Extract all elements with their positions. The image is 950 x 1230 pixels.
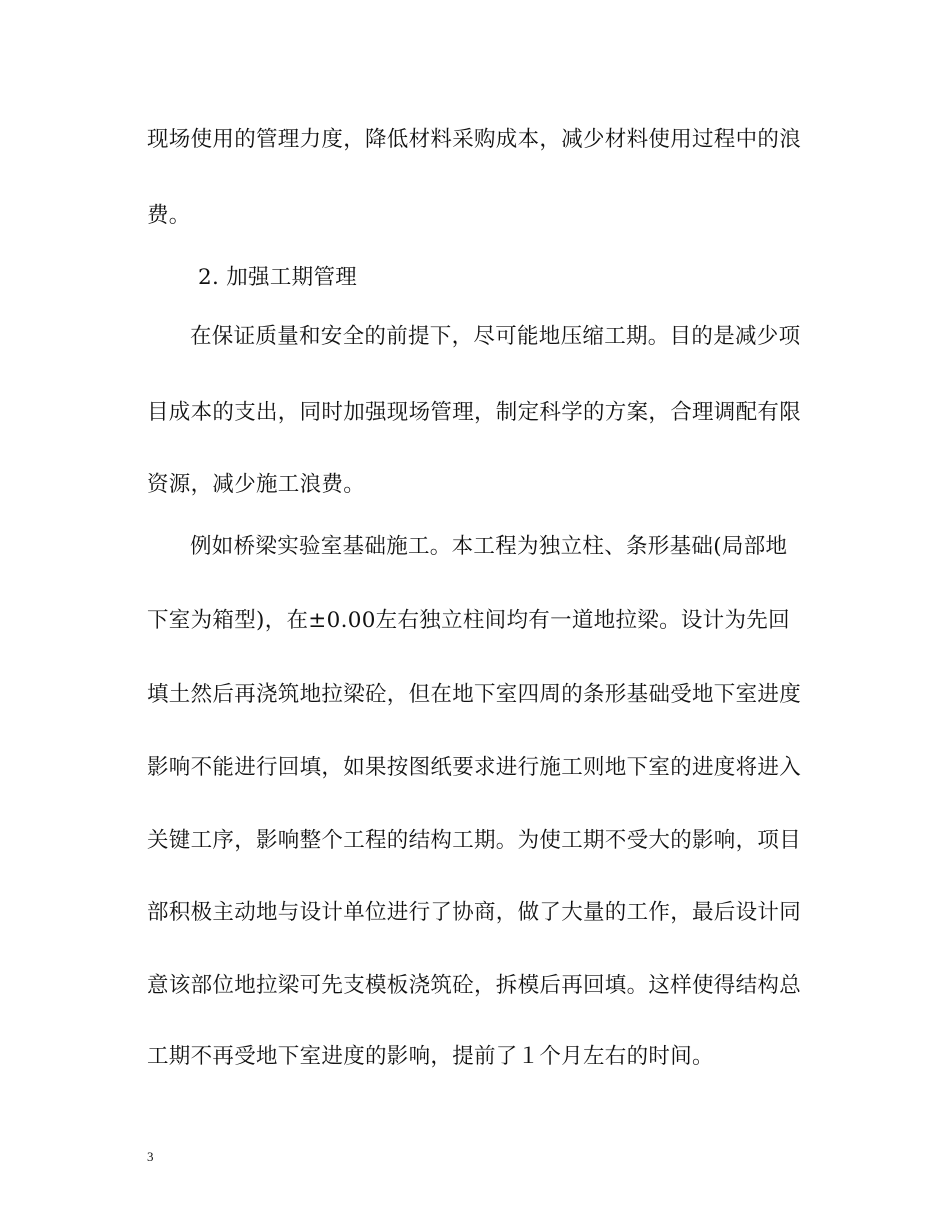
paragraph-line: 影响不能进行回填，如果按图纸要求进行施工则地下室的进度将进入 bbox=[147, 755, 802, 780]
paragraph-line: 工期不再受地下室进度的影响，提前了１个月左右的时间。 bbox=[147, 1044, 714, 1069]
paragraph-line: 资源，减少施工浪费。 bbox=[147, 472, 366, 497]
paragraph-line: 填土然后再浇筑地拉梁砼，但在地下室四周的条形基础受地下室进度 bbox=[147, 682, 802, 707]
paragraph-line: 目成本的支出，同时加强现场管理，制定科学的方案，合理调配有限 bbox=[147, 400, 802, 425]
paragraph-line: 现场使用的管理力度，降低材料采购成本，减少材料使用过程中的浪 bbox=[147, 127, 802, 152]
paragraph-line: 意该部位地拉梁可先支模板浇筑砼，拆模后再回填。这样使得结构总 bbox=[147, 973, 802, 998]
paragraph-line: 例如桥梁实验室基础施工。本工程为独立柱、条形基础(局部地 bbox=[190, 534, 788, 559]
paragraph-line: 费。 bbox=[147, 203, 191, 228]
paragraph-line: 部积极主动地与设计单位进行了协商，做了大量的工作，最后设计同 bbox=[147, 900, 802, 925]
page-number: 3 bbox=[147, 1149, 154, 1164]
paragraph-line: 在保证质量和安全的前提下，尽可能地压缩工期。目的是减少项 bbox=[190, 324, 801, 349]
paragraph-line: 下室为箱型)，在±0.00左右独立柱间均有一道地拉梁。设计为先回 bbox=[147, 608, 790, 633]
paragraph-line: 关键工序，影响整个工程的结构工期。为使工期不受大的影响，项目 bbox=[147, 828, 802, 853]
section-heading: 2. 加强工期管理 bbox=[198, 265, 358, 290]
